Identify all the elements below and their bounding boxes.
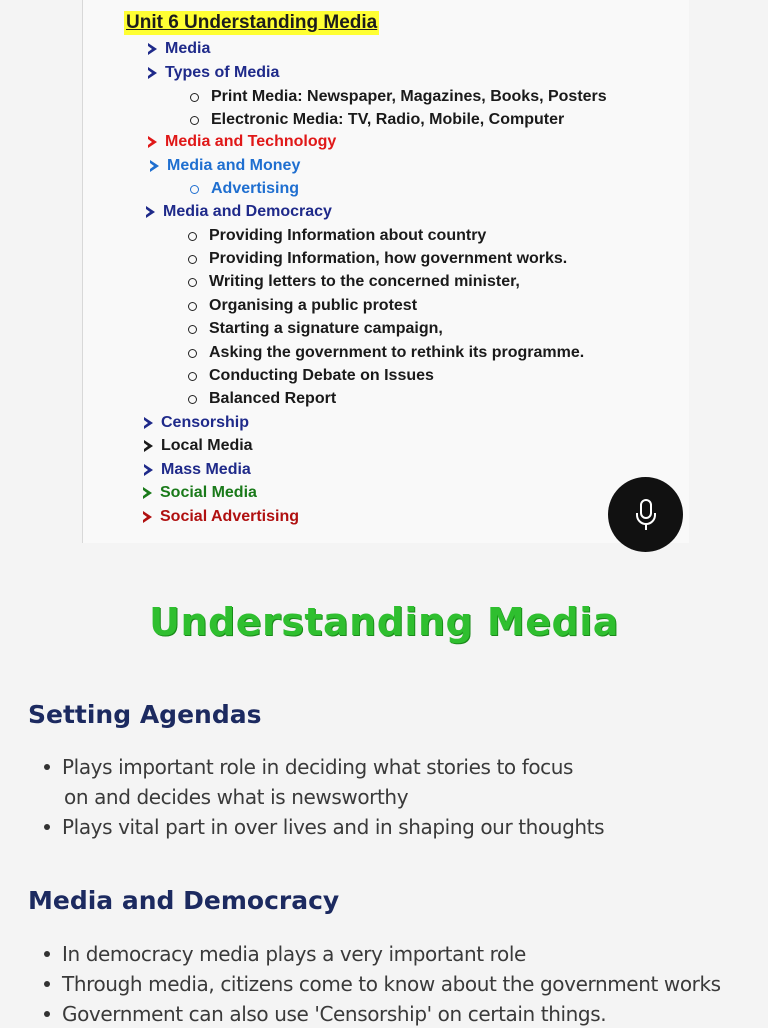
outline-subitem — [188, 272, 520, 292]
circle-bullet-icon — [188, 349, 197, 358]
outline-item-censorship — [144, 413, 249, 433]
circle-bullet-icon — [190, 93, 199, 102]
outline-item-media-democracy — [146, 202, 332, 222]
outline-item-label: Print Media: Newspaper, Magazines, Books, Posters — [211, 88, 607, 105]
outline-item-label: Local Media — [161, 437, 253, 454]
outline-item-label: Media and Money — [167, 157, 301, 174]
outline-item-label: Starting a signature campaign, — [209, 320, 443, 337]
outline-subitem — [188, 249, 567, 269]
bullet-dot-icon — [44, 1011, 50, 1017]
outline-subitem — [188, 296, 417, 316]
outline-item-label: Mass Media — [161, 461, 251, 478]
bullet-item: In democracy media plays a very important role — [44, 940, 526, 968]
outline-subitem-electronic-media — [190, 110, 564, 130]
circle-bullet-icon — [188, 372, 197, 381]
outline-item-label: Writing letters to the concerned minister, — [209, 273, 520, 290]
outline-item-label: Balanced Report — [209, 390, 337, 407]
outline-subitem — [188, 366, 434, 386]
outline-item-social-media — [143, 483, 257, 503]
circle-bullet-icon — [188, 325, 197, 334]
bullet-item: Plays vital part in over lives and in shaping our thoughts — [44, 813, 604, 841]
outline-subitem — [188, 389, 336, 409]
outline-subitem — [188, 226, 486, 246]
bullet-item: Government can also use 'Censorship' on certain things. — [44, 1000, 606, 1028]
outline-subitem — [188, 319, 443, 339]
circle-bullet-icon — [188, 232, 197, 241]
outline-item-types-of-media — [148, 63, 279, 83]
bullet-item: Through media, citizens come to know about the government works — [44, 970, 721, 998]
outline-item-label: Asking the government to rethink its programme. — [209, 344, 585, 361]
notes-title: Understanding Media — [149, 600, 619, 644]
outline-item-label: Organising a public protest — [209, 297, 418, 314]
outline-item-label: Media and Technology — [165, 133, 337, 150]
arrow-bullet-icon — [148, 136, 157, 148]
arrow-bullet-icon — [143, 487, 152, 499]
voice-input-button[interactable] — [608, 477, 683, 552]
outline-item-label: Social Media — [160, 484, 257, 501]
section-heading-media-democracy: Media and Democracy — [28, 886, 340, 915]
microphone-icon — [633, 498, 659, 532]
outline-item-mass-media — [144, 460, 251, 480]
circle-bullet-icon — [190, 116, 199, 125]
bullet-dot-icon — [44, 951, 50, 957]
outline-item-label: Media — [165, 40, 211, 57]
arrow-bullet-icon — [144, 440, 153, 452]
circle-bullet-icon — [190, 185, 199, 194]
outline-subitem-advertising — [190, 179, 299, 199]
bullet-item: Plays important role in deciding what stories to focus — [44, 753, 573, 781]
arrow-bullet-icon — [143, 511, 152, 523]
outline-subitem — [188, 343, 584, 363]
circle-bullet-icon — [188, 302, 197, 311]
outline-item-label: Media and Democracy — [163, 203, 332, 220]
arrow-bullet-icon — [144, 464, 153, 476]
circle-bullet-icon — [188, 278, 197, 287]
outline-item-media-money — [150, 156, 300, 176]
outline-item-label: Advertising — [211, 180, 300, 197]
arrow-bullet-icon — [144, 417, 153, 429]
outline-item-label: Censorship — [161, 414, 250, 431]
outline-item-label: Types of Media — [165, 64, 280, 81]
outline-subitem-print-media — [190, 87, 607, 107]
outline-item-media — [148, 39, 210, 59]
outline-item-label: Social Advertising — [160, 508, 299, 525]
bullet-dot-icon — [44, 824, 50, 830]
outline-item-label: Conducting Debate on Issues — [209, 367, 434, 384]
outline-item-label: Providing Information about country — [209, 227, 487, 244]
arrow-bullet-icon — [148, 43, 157, 55]
outline-item-label: Providing Information, how government works. — [209, 250, 568, 267]
bullet-dot-icon — [44, 981, 50, 987]
circle-bullet-icon — [188, 395, 197, 404]
bullet-item-continued: on and decides what is newsworthy — [64, 785, 409, 809]
section-heading-setting-agendas: Setting Agendas — [28, 700, 262, 729]
bullet-dot-icon — [44, 764, 50, 770]
outline-item-media-technology — [148, 132, 336, 152]
outline-item-local-media — [144, 436, 253, 456]
arrow-bullet-icon — [148, 67, 157, 79]
circle-bullet-icon — [188, 255, 197, 264]
outline-item-social-advertising — [143, 507, 299, 527]
arrow-bullet-icon — [150, 160, 159, 172]
outline-title: Unit 6 Understanding Media — [126, 12, 378, 33]
arrow-bullet-icon — [146, 206, 155, 218]
outline-item-label: Electronic Media: TV, Radio, Mobile, Computer — [211, 111, 565, 128]
